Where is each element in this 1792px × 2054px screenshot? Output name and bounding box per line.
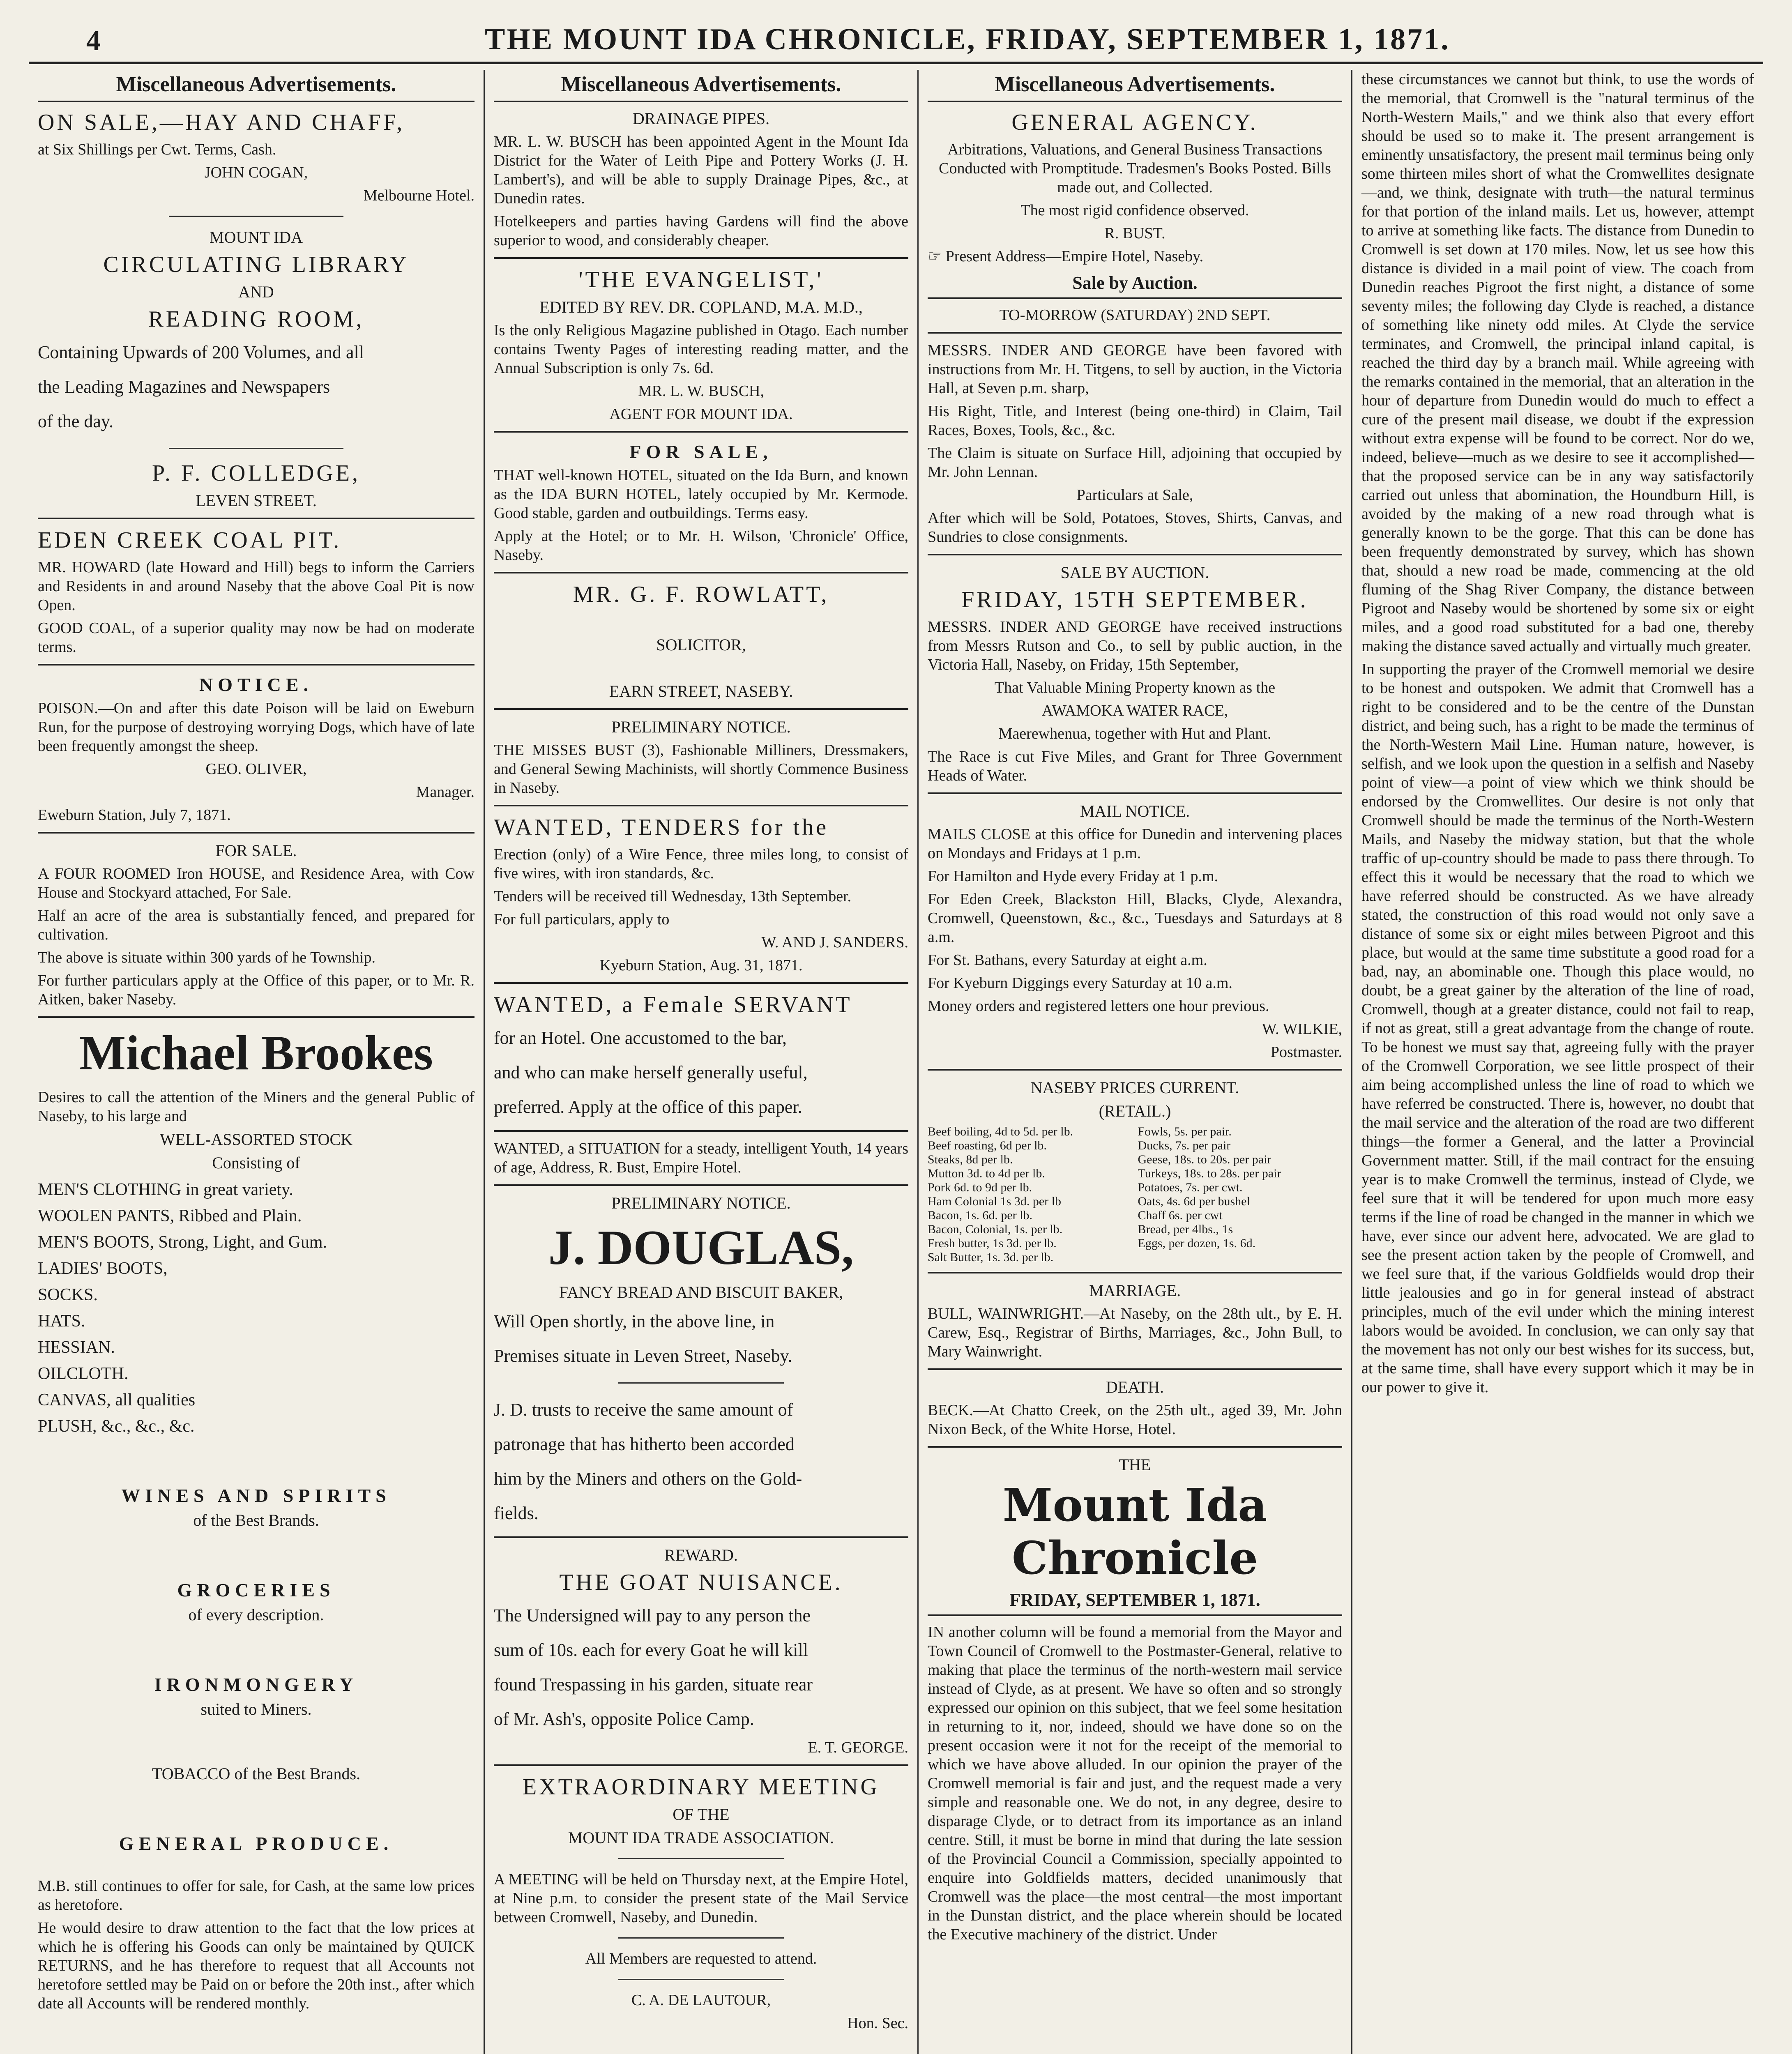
hay-title: ON SALE,—HAY AND CHAFF,	[38, 110, 405, 135]
notice-place: Eweburn Station, July 7, 1871.	[38, 806, 231, 824]
spacer	[38, 1858, 474, 1877]
agency-text: Arbitrations, Valuations, and General Business Transactions Conducted with Promptitude. Tradesmen's Books Posted. Bills made out, and Collected.	[939, 141, 1331, 196]
goat-heading: REWARD.	[664, 1546, 738, 1564]
douglas-title: J. DOUGLAS,	[548, 1220, 854, 1275]
tenders-text: Erection (only) of a Wire Fence, three miles long, to consist of five wires, with iron standards, &c.	[494, 846, 908, 882]
agency-title: GENERAL AGENCY.	[1011, 110, 1258, 135]
hotel-text: THAT well-known HOTEL, situated on the Ida Burn, and known as the IDA BURN HOTEL, lately occupied by Mr. Kermode. Good stable, garden and outbuildings. Terms easy.	[494, 467, 908, 522]
tenders-text-2: Tenders will be received till Wednesday, 13th September.	[494, 888, 852, 905]
spacer	[38, 1723, 474, 1760]
situation-text: WANTED, a SITUATION for a steady, intelligent Youth, 14 years of age, Address, R. Bust, Empire Hotel.	[494, 1140, 908, 1176]
mail-text-3: For Eden Creek, Blackston Hill, Blacks, Clyde, Alexandra, Cromwell, Queenstown, &c., &c., Tuesdays and Saturdays at 8 a.m.	[928, 891, 1342, 946]
editorial-the: THE	[1119, 1455, 1151, 1474]
hay-name: JOHN COGAN,	[204, 164, 308, 181]
servant-line-1: for an Hotel. One accustomed to the bar,	[494, 1028, 787, 1048]
servant-line-3: preferred. Apply at the office of this paper.	[494, 1097, 802, 1117]
evangelist-editor: EDITED BY REV. DR. COPLAND, M.A. M.D.,	[539, 298, 863, 316]
meeting-text: A MEETING will be held on Thursday next, at the Empire Hotel, at Nine p.m. to consider the present state of the Mail Service between Cromwell, Naseby, and Dunedin.	[494, 1871, 908, 1926]
auction-1-text-4: Particulars at Sale,	[1076, 486, 1193, 504]
evangelist-text: Is the only Religious Magazine published in Otago. Each number contains Twenty Pages of interesting reading matter, and the Annual Subscription is only 7s. 6d.	[494, 322, 908, 377]
price-item: Geese, 18s. to 20s. per pair	[1138, 1153, 1271, 1166]
prices-column-right	[1138, 1125, 1343, 1264]
divider	[38, 664, 474, 665]
notice-heading: NOTICE.	[199, 674, 313, 695]
prices-table	[928, 1125, 1342, 1264]
divider	[928, 1272, 1342, 1273]
divider	[618, 1979, 784, 1980]
price-item: Ducks, 7s. per pair	[1138, 1139, 1231, 1152]
divider	[494, 1130, 908, 1132]
tenders-name: W. AND J. SANDERS.	[761, 934, 908, 951]
mail-text-4: For St. Bathans, every Saturday at eight a.m.	[928, 951, 1207, 969]
agency-text-2: The most rigid confidence observed.	[1020, 202, 1249, 219]
spacer	[38, 1628, 474, 1665]
column-2	[485, 70, 919, 2054]
prices-sub: (RETAIL.)	[1099, 1102, 1171, 1120]
divider	[494, 1184, 908, 1186]
column-header: Miscellaneous Advertisements.	[494, 70, 908, 102]
spacer	[38, 1439, 474, 1476]
price-item: Potatoes, 7s. per cwt.	[1138, 1181, 1243, 1194]
price-item: Oats, 4s. 6d per bushel	[1138, 1195, 1250, 1208]
meeting-title: EXTRAORDINARY MEETING	[523, 1774, 880, 1800]
death-heading: DEATH.	[1106, 1378, 1164, 1396]
price-item: Bread, per 4lbs., 1s	[1138, 1223, 1233, 1236]
forsale-text-2: Half an acre of the area is substantially fenced, and prepared for cultivation.	[38, 907, 474, 943]
divider	[494, 1764, 908, 1766]
auction-2-race: AWAMOKA WATER RACE,	[1041, 702, 1228, 719]
price-item: Beef roasting, 6d per lb.	[928, 1139, 1047, 1152]
produce-heading: GENERAL PRODUCE.	[119, 1833, 394, 1854]
douglas-sub: FANCY BREAD AND BISCUIT BAKER,	[559, 1283, 843, 1301]
price-item: Salt Butter, 1s. 3d. per lb.	[928, 1250, 1054, 1264]
divider	[494, 708, 908, 710]
divider	[169, 448, 343, 449]
auction-2-text-2: That Valuable Mining Property known as the	[994, 679, 1276, 696]
price-item: Beef boiling, 4d to 5d. per lb.	[928, 1125, 1073, 1138]
brookes-nb: M.B. still continues to offer for sale, for Cash, at the same low prices as heretofore.	[38, 1877, 474, 1914]
masthead-title: THE MOUNT IDA CHRONICLE, FRIDAY, SEPTEMBER 1, 1871.	[485, 23, 1450, 56]
hay-place: Melbourne Hotel.	[363, 187, 474, 204]
library-name: P. F. COLLEDGE,	[152, 461, 361, 486]
price-item: Pork 6d. to 9d per lb.	[928, 1181, 1032, 1194]
coal-text: MR. HOWARD (late Howard and Hill) begs to inform the Carriers and Residents in and around Naseby that the above Coal Pit is now Open.	[38, 559, 474, 614]
goat-line-2: sum of 10s. each for every Goat he will kill	[494, 1640, 808, 1660]
library-text-2: the Leading Magazines and Newspapers	[38, 377, 330, 397]
divider	[928, 792, 1342, 794]
auction-1-date: TO-MORROW (SATURDAY) 2ND SEPT.	[999, 306, 1271, 324]
library-room: READING ROOM,	[148, 306, 364, 332]
auction-1-heading: Sale by Auction.	[928, 270, 1342, 299]
spacer	[38, 1534, 474, 1571]
forsale-text: A FOUR ROOMED Iron HOUSE, and Residence Area, with Cow House and Stockyard attached, For Sale.	[38, 865, 474, 901]
prices-heading: NASEBY PRICES CURRENT.	[1030, 1078, 1239, 1097]
wines-heading: WINES AND SPIRITS	[121, 1485, 391, 1506]
goat-title: THE GOAT NUISANCE.	[559, 1570, 843, 1595]
evangelist-role: AGENT FOR MOUNT IDA.	[609, 405, 793, 423]
spacer	[494, 612, 908, 631]
agency-name: R. BUST.	[1104, 225, 1165, 242]
masthead	[29, 12, 1763, 64]
divider	[928, 1368, 1342, 1370]
evangelist-title: 'THE EVANGELIST,'	[578, 267, 824, 292]
coal-text-2: GOOD COAL, of a superior quality may now be had on moderate terms.	[38, 619, 474, 656]
pointing-hand-icon: ☞	[928, 248, 946, 265]
list-item: SOCKS.	[38, 1285, 98, 1304]
douglas-line-5: him by the Miners and others on the Gold-	[494, 1469, 802, 1489]
divider	[169, 216, 343, 217]
auction-2-text-4: The Race is cut Five Miles, and Grant for Three Government Heads of Water.	[928, 748, 1342, 784]
price-item: Turkeys, 18s. to 28s. per pair	[1138, 1167, 1281, 1180]
library-street: LEVEN STREET.	[196, 491, 317, 510]
brookes-text: Desires to call the attention of the Miners and the general Public of Naseby, to his large and	[38, 1089, 474, 1125]
list-item: CANVAS, all qualities	[38, 1391, 196, 1409]
price-item: Bacon, 1s. 6d. per lb.	[928, 1209, 1032, 1222]
list-item: MEN'S BOOTS, Strong, Light, and Gum.	[38, 1233, 327, 1252]
list-item: MEN'S CLOTHING in great variety.	[38, 1180, 293, 1199]
spacer	[38, 1787, 474, 1824]
goat-line-3: found Trespassing in his garden, situate rear	[494, 1674, 813, 1695]
mail-text: MAILS CLOSE at this office for Dunedin and intervening places on Mondays and Fridays at 1 p.m.	[928, 826, 1342, 862]
divider	[928, 554, 1342, 555]
price-item: Bacon, Colonial, 1s. per lb.	[928, 1223, 1063, 1236]
divider	[928, 1069, 1342, 1071]
page-number: 4	[86, 25, 101, 57]
divider	[38, 1016, 474, 1018]
agency-address-text: Present Address—Empire Hotel, Naseby.	[945, 248, 1204, 265]
douglas-line-4: patronage that has hitherto been accorded	[494, 1434, 795, 1454]
forsale-heading: FOR SALE.	[215, 841, 297, 860]
brookes-name: Michael Brookes	[79, 1025, 433, 1080]
list-item: LADIES' BOOTS,	[38, 1259, 168, 1278]
mail-name: W. WILKIE,	[1262, 1020, 1342, 1038]
servant-title: WANTED, a Female SERVANT	[494, 992, 852, 1018]
columns	[29, 70, 1763, 2054]
list-item: WOOLEN PANTS, Ribbed and Plain.	[38, 1207, 302, 1225]
list-item: HATS.	[38, 1312, 85, 1331]
goat-line-1: The Undersigned will pay to any person the	[494, 1605, 811, 1626]
price-item: Chaff 6s. per cwt	[1138, 1209, 1223, 1222]
rowlatt-street: EARN STREET, NASEBY.	[609, 682, 793, 700]
editorial-continued: these circumstances we cannot but think, to use the words of the memorial, that Cromwell is the "natural terminus of the North-Western Mails," and we think also that every effort should be used so to make it. The present arrangement is eminently unsatisfactory, the present mail terminus being only some thirteen miles short of what the Cromwellites designate—and, we think, designate with truth—the natural terminus for that portion of the inland mails. Let us, however, attempt to arrive at something like facts. The distance from Dunedin to Cromwell is set down at 170 miles. Now, let us see how this distance is divided in a mail point of view. The coach from Dunedin reaches Pigroot the first night, a distance of some seventy miles; the following day Clyde is reached, a distance of something like ninety odd miles. At Clyde the service terminates, and Cromwell, the principal inland capital, is reached the third day by a branch mail. While agreeing with the remarks contained in the memorial, that an alteration in the hour of departure from Dunedin would do much to effect a cure of the present mail disease, we doubt if the expression without extra expense will be found to be correct. Nor do we, indeed, believe—much as we desire to see it accomplished—that the proposed service can be in any way satisfactorily carried out unless that abomination, the Houndburn Hill, is avoided by the making of a new road through what is generally known to be the gorge. That this can be done has been frequently demonstrated by survey, which has shown that, should a new road be made, commencing at the old fluming of the Shag River Company, the distance between Pigroot and Naseby would be shortened by some six or eight miles, and a good road substituted for a bad one, thereby making the distance saved actually and virtually much greater.	[1361, 71, 1754, 655]
rowlatt-role: SOLICITOR,	[656, 636, 746, 654]
douglas-line-1: Will Open shortly, in the above line, in	[494, 1311, 775, 1331]
auction-1-text-3: The Claim is situate on Surface Hill, adjoining that occupied by Mr. John Lennan.	[928, 444, 1342, 481]
goat-name: E. T. GEORGE.	[808, 1739, 908, 1756]
groceries-heading: GROCERIES	[177, 1580, 335, 1600]
ironmongery-sub: suited to Miners.	[200, 1700, 312, 1718]
brookes-consisting: Consisting of	[212, 1154, 300, 1172]
auction-1-text-2: His Right, Title, and Interest (being one-third) in Claim, Tail Races, Boxes, Tools, &c., &c.	[928, 403, 1342, 439]
auction-2-text: MESSRS. INDER AND GEORGE have received instructions from Messrs Rutson and Co., to sell by public auction, in the Victoria Hall, Naseby, on Friday, 15th September,	[928, 618, 1342, 673]
drainage-text: MR. L. W. BUSCH has been appointed Agent in the Mount Ida District for the Water of Leith Pipe and Pottery Works (J. H. Lambert's), and will be able to supply Drainage Pipes, &c., at Dunedin rates.	[494, 133, 908, 207]
divider	[494, 431, 908, 433]
wines-sub: of the Best Brands.	[193, 1511, 319, 1529]
brookes-stock: WELL-ASSORTED STOCK	[159, 1130, 353, 1149]
ironmongery-heading: IRONMONGERY	[154, 1674, 358, 1695]
library-text-3: of the day.	[38, 411, 114, 431]
forsale-text-3: The above is situate within 300 yards of he Township.	[38, 949, 375, 966]
divider	[928, 332, 1342, 334]
divider	[494, 982, 908, 984]
divider	[494, 572, 908, 573]
hotel-text-2: Apply at the Hotel; or to Mr. H. Wilson, 'Chronicle' Office, Naseby.	[494, 527, 908, 564]
library-and: AND	[238, 283, 274, 301]
column-header: Miscellaneous Advertisements.	[38, 70, 474, 102]
death-text: BECK.—At Chatto Creek, on the 25th ult., aged 39, Mr. John Nixon Beck, of the White Horse, Hotel.	[928, 1402, 1342, 1438]
hotel-heading: FOR SALE,	[629, 441, 773, 462]
tobacco-heading: TOBACCO of the Best Brands.	[152, 1764, 361, 1783]
library-text-1: Containing Upwards of 200 Volumes, and all	[38, 342, 364, 362]
evangelist-name: MR. L. W. BUSCH,	[638, 382, 765, 400]
price-item: Steaks, 8d per lb.	[928, 1153, 1013, 1166]
tenders-title: WANTED, TENDERS for the	[494, 815, 829, 840]
drainage-text-2: Hotelkeepers and parties having Gardens will find the above superior to wood, and considerably cheaper.	[494, 213, 908, 249]
list-item: OILCLOTH.	[38, 1364, 129, 1383]
douglas-line-3: J. D. trusts to receive the same amount of	[494, 1400, 793, 1420]
notice-role: Manager.	[416, 783, 474, 801]
prices-column-left	[928, 1125, 1132, 1264]
column-3	[919, 70, 1352, 2054]
column-4	[1352, 70, 1763, 2054]
rowlatt-title: MR. G. F. ROWLATT,	[573, 582, 829, 607]
list-item: HESSIAN.	[38, 1338, 115, 1357]
auction-1-text-5: After which will be Sold, Potatoes, Stoves, Shirts, Canvas, and Sundries to close consignments.	[928, 509, 1342, 546]
hay-text: at Six Shillings per Cwt. Terms, Cash.	[38, 141, 276, 158]
mail-text-5: For Kyeburn Diggings every Saturday at 10 a.m.	[928, 974, 1232, 992]
divider	[494, 1536, 908, 1538]
mail-role: Postmaster.	[1270, 1043, 1342, 1061]
price-item: Eggs, per dozen, 1s. 6d.	[1138, 1237, 1256, 1250]
divider	[618, 1382, 784, 1384]
divider	[38, 832, 474, 834]
meeting-of: OF THE	[673, 1805, 730, 1824]
meeting-name: C. A. DE LAUTOUR,	[631, 1992, 771, 2009]
editorial-masthead: Mount Ida Chronicle	[1002, 1478, 1267, 1584]
mail-heading: MAIL NOTICE.	[1080, 802, 1190, 820]
notice-text: POISON.—On and after this date Poison will be laid on Eweburn Run, for the purpose of destroying worrying Dogs, which have of late been frequently amongst the sheep.	[38, 700, 474, 755]
drainage-heading: DRAINAGE PIPES.	[632, 109, 770, 128]
meeting-text-2: All Members are requested to attend.	[585, 1950, 817, 1967]
servant-line-2: and who can make herself generally useful,	[494, 1062, 808, 1082]
auction-2-date: FRIDAY, 15TH SEPTEMBER.	[961, 587, 1308, 613]
column-header: Miscellaneous Advertisements.	[928, 70, 1342, 102]
price-item: Ham Colonial 1s 3d. per lb	[928, 1195, 1061, 1208]
auction-2-heading: SALE BY AUCTION.	[1060, 563, 1209, 582]
stock-list	[38, 1177, 474, 1439]
editorial-date: FRIDAY, SEPTEMBER 1, 1871.	[928, 1587, 1342, 1616]
mail-text-2: For Hamilton and Hyde every Friday at 1 p.m.	[928, 868, 1218, 885]
divider	[494, 805, 908, 806]
auction-1-text: MESSRS. INDER AND GEORGE have been favored with instructions from Mr. H. Titgens, to sell by auction, in the Victoria Hall, at Seven p.m. sharp,	[928, 342, 1342, 397]
library-town: MOUNT IDA	[209, 228, 303, 246]
agency-address	[928, 247, 1342, 266]
goat-line-4: of Mr. Ash's, opposite Police Camp.	[494, 1709, 754, 1729]
douglas-line-6: fields.	[494, 1503, 539, 1523]
tenders-place: Kyeburn Station, Aug. 31, 1871.	[599, 957, 803, 974]
divider	[38, 518, 474, 519]
meeting-assoc: MOUNT IDA TRADE ASSOCIATION.	[568, 1828, 834, 1847]
notice-name: GEO. OLIVER,	[205, 760, 307, 778]
meeting-role: Hon. Sec.	[847, 2015, 908, 2032]
library-title: CIRCULATING LIBRARY	[103, 252, 409, 277]
douglas-heading: PRELIMINARY NOTICE.	[611, 1194, 791, 1212]
editorial-continued-2: In supporting the prayer of the Cromwell memorial we desire to be honest and outspoken. We admit that Cromwell has a right to be considered and to be the centre of the Dunstan district, and being such, has a right to be made the terminus of the North-Western Mail Line. Human nature, however, is selfish, and we look upon the question in a selfish and Naseby point of view—a point of view which we think should be endorsed by the Cromwellites. Our desire is not only that Cromwell should be made the terminus of the North-Western Mails, and Naseby the midway station, but that the whole traffic of up-country should be made to pass there through. To effect this it would be necessary that the road to which we have referred should be constructed. As we have already stated, the construction of this road would not only save a distance of some six or eight miles between Pigroot and this place, but would at the same time substitute a good road for a bad, nay, an abominable one. Though this place would, no doubt, be a great gainer by the alteration of the line of road, Cromwell, though at a greater distance, could not fail to reap, if not as great, still a great advantage from the change of route. To be honest we must say that, agreeing fully with the prayer of the Cromwell Corporation, we see little prospect of their aim being accomplished unless the line of road to which we have referred be constructed. There is, however, no doubt that the mail service and the alteration of the road are two different things—the former a General, and the latter a Provincial Government matter. Still, if the mail contract for the ensuing year is to make Cromwell the terminus, instead of Clyde, we feel sure that it will be tendered for upon much more easy terms if the line of road be changed in the manner in which we have, ever since our advent here, advocated. We are glad to see the present action taken by the people of Cromwell, and we feel sure that, if the various Goldfields would drop their little jealousies and go in for general instead of abstract principles, much of the evil under which the mining interest labors would be avoided. In conclusion, we can only say that the movement has not only our best wishes for its success, but, at the same time, shall have every support which it may be in our power to give it.	[1361, 661, 1754, 1396]
auction-2-text-3: Maerewhenua, together with Hut and Plant.	[998, 725, 1271, 742]
divider	[928, 1446, 1342, 1448]
spacer	[494, 659, 908, 677]
price-item: Mutton 3d. to 4d per lb.	[928, 1167, 1045, 1180]
list-item: PLUSH, &c., &c., &c.	[38, 1417, 195, 1436]
prelim-heading: PRELIMINARY NOTICE.	[611, 718, 791, 736]
douglas-line-2: Premises situate in Leven Street, Naseby.	[494, 1346, 792, 1366]
price-item: Fowls, 5s. per pair.	[1138, 1125, 1232, 1138]
marriage-heading: MARRIAGE.	[1089, 1281, 1181, 1300]
column-1	[29, 70, 485, 2054]
marriage-text: BULL, WAINWRIGHT.—At Naseby, on the 28th ult., by E. H. Carew, Esq., Registrar of Births, Marriages, &c., John Bull, to Mary Wainwright.	[928, 1305, 1342, 1360]
groceries-sub: of every description.	[188, 1605, 324, 1624]
divider	[494, 257, 908, 259]
tenders-text-3: For full particulars, apply to	[494, 911, 670, 928]
divider	[618, 1858, 784, 1859]
brookes-nb-2: He would desire to draw attention to the fact that the low prices at which he is offering his Goods can only be maintained by QUICK RETURNS, and he has therefore to request that all Accounts not heretofore settled may be Paid on or before the 20th inst., after which date all Accounts will be rendered monthly.	[38, 1919, 474, 2012]
prelim-text: THE MISSES BUST (3), Fashionable Milliners, Dressmakers, and General Sewing Machinists, will shortly Commence Business in Naseby.	[494, 741, 908, 797]
coal-title: EDEN CREEK COAL PIT.	[38, 527, 342, 553]
forsale-text-4: For further particulars apply at the Office of this paper, or to Mr. R. Aitken, baker Naseby.	[38, 972, 474, 1008]
mail-text-6: Money orders and registered letters one hour previous.	[928, 997, 1269, 1015]
divider	[618, 1937, 784, 1939]
editorial-text: IN another column will be found a memorial from the Mayor and Town Council of Cromwell to the Postmaster-General, relative to making that place the terminus of the north-western mail service instead of Clyde, as at present. We have so often and so strongly expressed our opinion on this subject, that we feel some hesitation in returning to it, nor, indeed, should we have done so on the present occasion were it not for the receipt of the memorial to which we have above alluded. In our opinion the prayer of the Cromwell memorial is fair and just, and the request made a very simple and reasonable one. We do not, in any degree, desire to disparage Clyde, or to detract from its importance as an inland centre. Still, it must be borne in mind that during the late session of the Provincial Council a Commission, specially appointed to enquire into Goldfields matters, decided unanimously that Cromwell was the place—the most central—the most important in the Dunstan district, and the place wherein should be located the Executive machinery of the district. Under	[928, 1623, 1342, 1943]
price-item: Fresh butter, 1s 3d. per lb.	[928, 1237, 1057, 1250]
